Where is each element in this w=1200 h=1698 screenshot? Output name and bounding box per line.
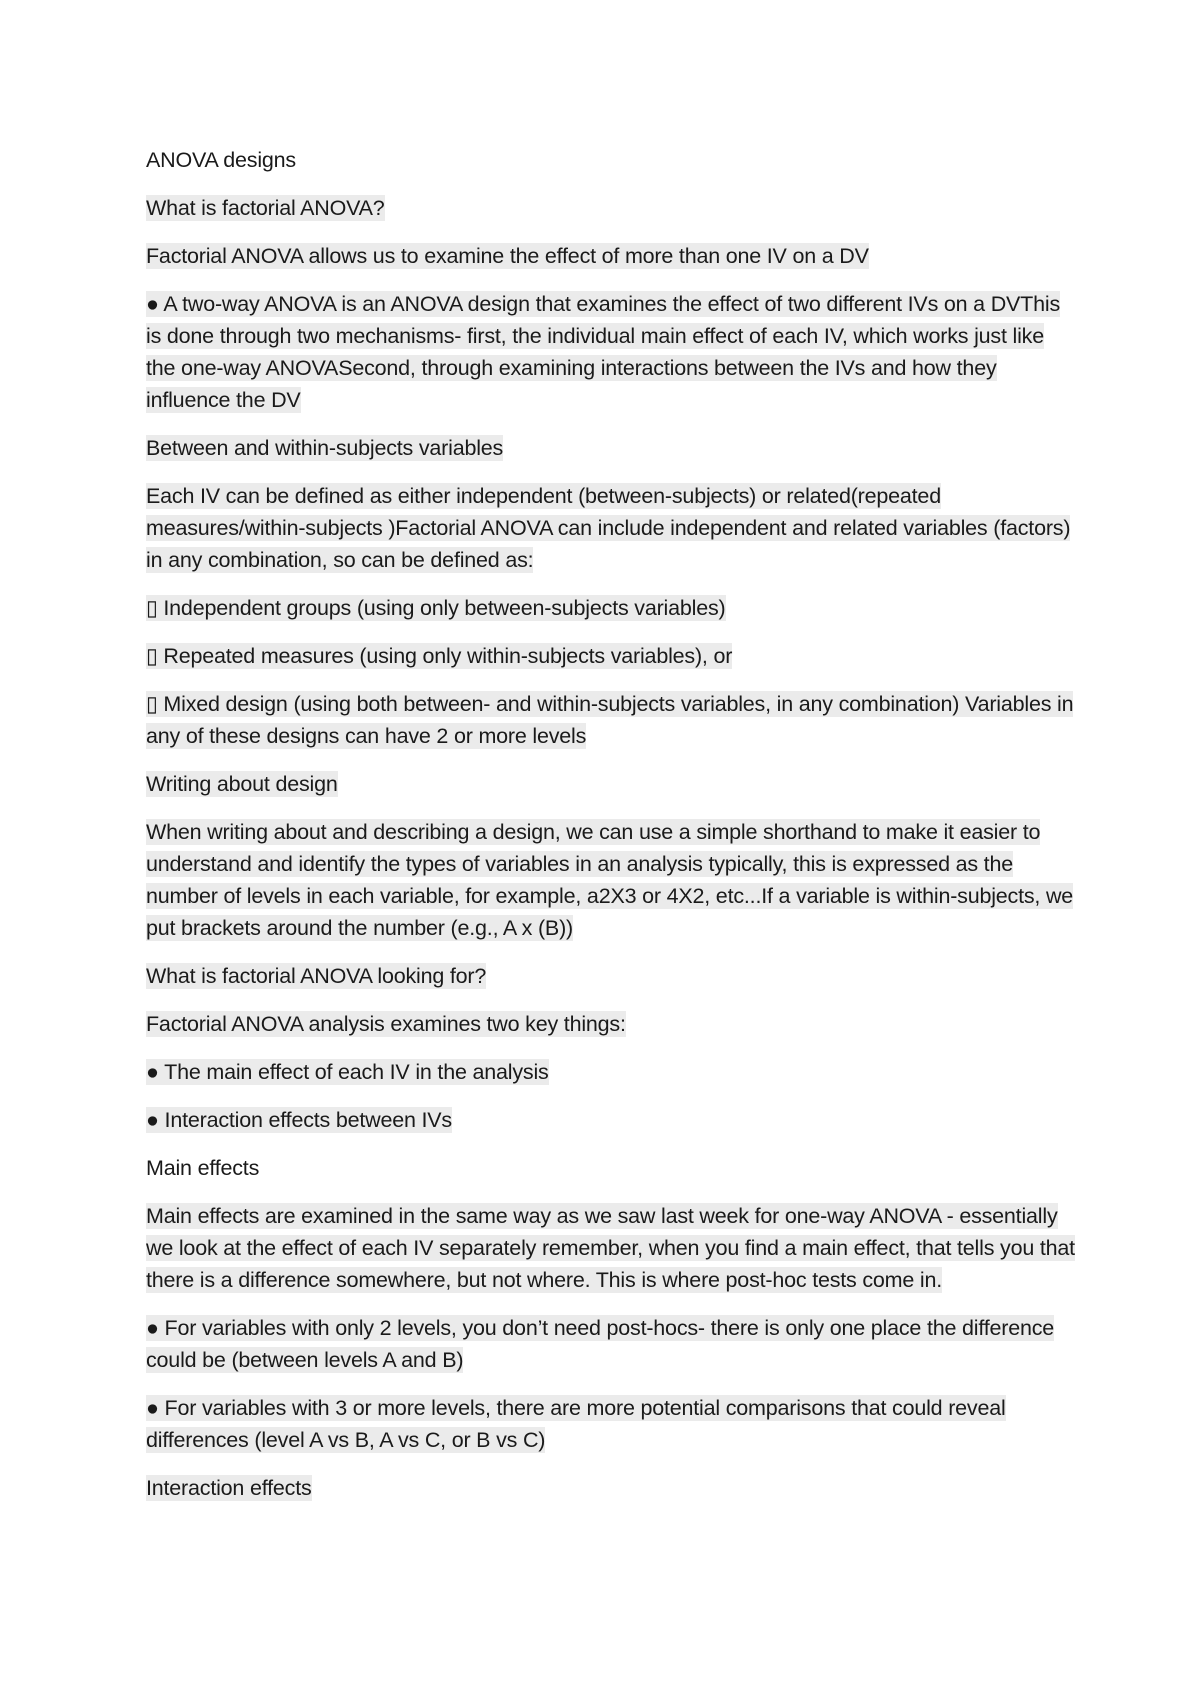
paragraph-two-key-things: Factorial ANOVA analysis examines two key things: [146, 1012, 626, 1036]
heading-main-effects: Main effects [146, 1156, 260, 1180]
paragraph-iv-definition: Each IV can be defined as either independent (between-subjects) or related(repeated measures/within-subjects )Factorial ANOVA can include independent and related variables (factors) in any combination, so can be defined as: [146, 484, 1071, 572]
heading-what-is-factorial-anova: What is factorial ANOVA? [146, 196, 385, 220]
list-item-mixed-design: ▯ Mixed design (using both between- and within-subjects variables, in any combination) Variables in any of these designs can have 2 or more levels [146, 692, 1074, 748]
document-page [146, 144, 1076, 1520]
heading-looking-for: What is factorial ANOVA looking for? [146, 964, 487, 988]
heading-between-within: Between and within-subjects variables [146, 436, 504, 460]
paragraph-factorial-definition: Factorial ANOVA allows us to examine the effect of more than one IV on a DV [146, 244, 869, 268]
bullet-main-effect: ● The main effect of each IV in the analysis [146, 1060, 549, 1084]
paragraph-shorthand: When writing about and describing a design, we can use a simple shorthand to make it easier to understand and identify the types of variables in an analysis typically, this is expressed as the number of levels in each variable, for example, a2X3 or 4X2, etc...If a variable is within-subjects, we put brackets around the number (e.g., A x (B)) [146, 820, 1074, 940]
bullet-interaction-effects: ● Interaction effects between IVs [146, 1108, 452, 1132]
document-title: ANOVA designs [146, 148, 296, 172]
list-item-repeated-measures: ▯ Repeated measures (using only within-subjects variables), or [146, 644, 733, 668]
heading-writing-about-design: Writing about design [146, 772, 338, 796]
heading-interaction-effects: Interaction effects [146, 1476, 312, 1500]
bullet-three-levels: ● For variables with 3 or more levels, there are more potential comparisons that could reveal differences (level A vs B, A vs C, or B vs C) [146, 1396, 1006, 1452]
bullet-two-way-anova: ● A two-way ANOVA is an ANOVA design that examines the effect of two different IVs on a DVThis is done through two mechanisms- first, the individual main effect of each IV, which works just like the one-way ANOVASecond, through examining interactions between the IVs and how they influence the DV [146, 292, 1060, 412]
bullet-two-levels: ● For variables with only 2 levels, you don’t need post-hocs- there is only one place the difference could be (between levels A and B) [146, 1316, 1055, 1372]
paragraph-main-effects: Main effects are examined in the same way as we saw last week for one-way ANOVA - essentially we look at the effect of each IV separately remember, when you find a main effect, that tells you that there is a difference somewhere, but not where. This is where post-hoc tests come in. [146, 1204, 1075, 1292]
list-item-independent-groups: ▯ Independent groups (using only between-subjects variables) [146, 596, 726, 620]
